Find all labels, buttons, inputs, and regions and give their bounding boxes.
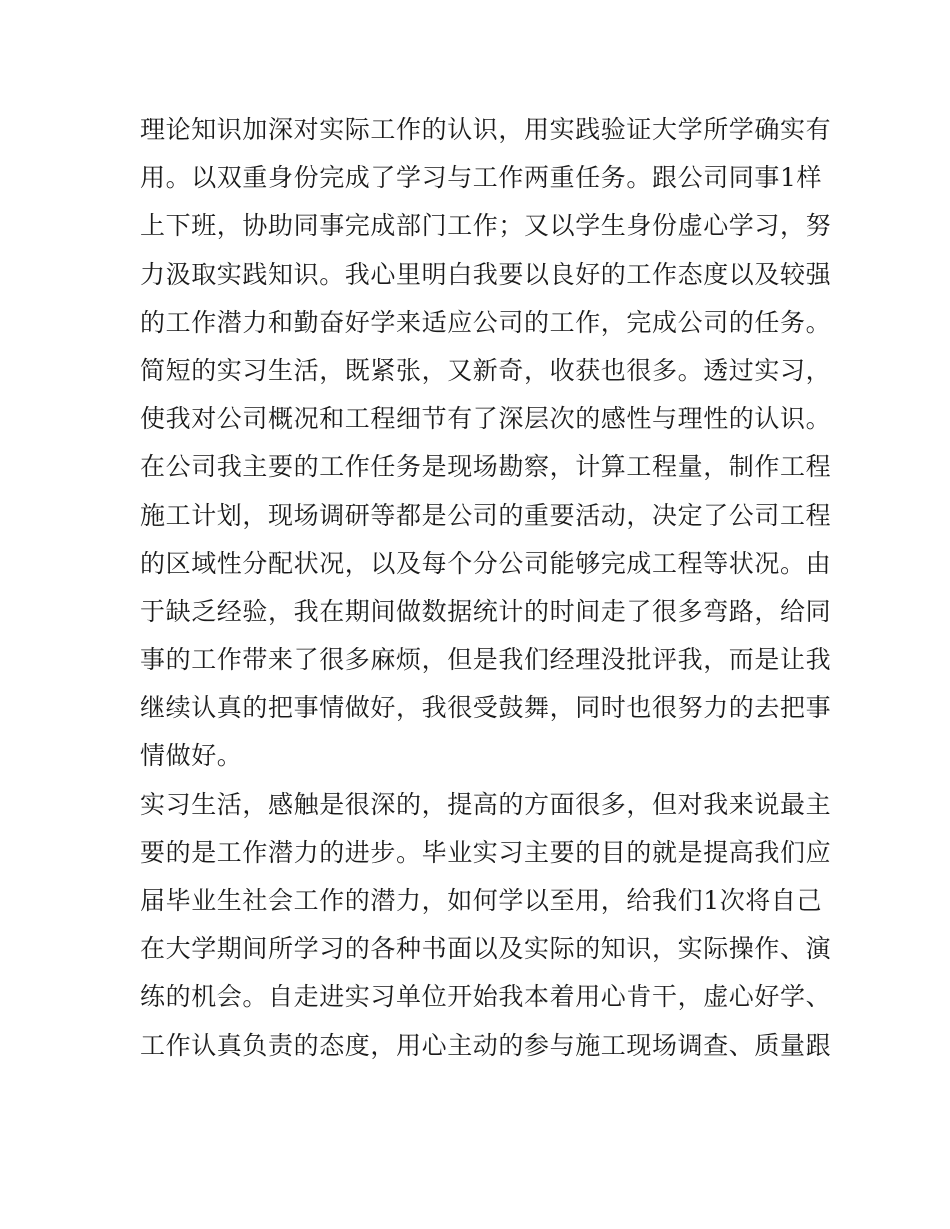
text-line: 于缺乏经验，我在期间做数据统计的时间走了很多弯路，给同	[140, 596, 832, 626]
text-line: 的工作潜力和勤奋好学来适应公司的工作，完成公司的任务。	[140, 307, 832, 337]
text-line: 工作认真负责的态度，用心主动的参与施工现场调查、质量跟	[140, 1030, 832, 1060]
text-line: 使我对公司概况和工程细节有了深层次的感性与理性的认识。	[140, 404, 832, 434]
text-line: 在公司我主要的工作任务是现场勘察，计算工程量，制作工程	[140, 452, 832, 482]
text-line: 练的机会。自走进实习单位开始我本着用心肯干，虚心好学、	[140, 982, 832, 1012]
text-line: 情做好。	[140, 741, 243, 771]
text-line: 用。以双重身份完成了学习与工作两重任务。跟公司同事1样	[140, 163, 823, 193]
text-line: 届毕业生社会工作的潜力，如何学以至用，给我们1次将自己	[140, 886, 823, 915]
text-line: 继续认真的把事情做好，我很受鼓舞，同时也很努力的去把事	[140, 693, 832, 723]
text-line: 要的是工作潜力的进步。毕业实习主要的目的就是提高我们应	[140, 837, 832, 867]
text-line: 的区域性分配状况，以及每个分公司能够完成工程等状况。由	[140, 548, 832, 578]
text-line: 力汲取实践知识。我心里明白我要以良好的工作态度以及较强	[140, 259, 832, 289]
text-line: 在大学期间所学习的各种书面以及实际的知识，实际操作、演	[140, 934, 832, 964]
text-line: 理论知识加深对实际工作的认识，用实践验证大学所学确实有	[140, 115, 832, 144]
text-line: 简短的实习生活，既紧张，又新奇，收获也很多。透过实习，	[140, 355, 832, 385]
text-line: 施工计划，现场调研等都是公司的重要活动，决定了公司工程	[140, 500, 832, 530]
body-text	[140, 106, 832, 1070]
text-line: 上下班，协助同事完成部门工作；又以学生身份虚心学习，努	[140, 211, 832, 241]
text-line: 实习生活，感触是很深的，提高的方面很多，但对我来说最主	[140, 789, 832, 819]
text-line: 事的工作带来了很多麻烦，但是我们经理没批评我，而是让我	[140, 645, 832, 675]
